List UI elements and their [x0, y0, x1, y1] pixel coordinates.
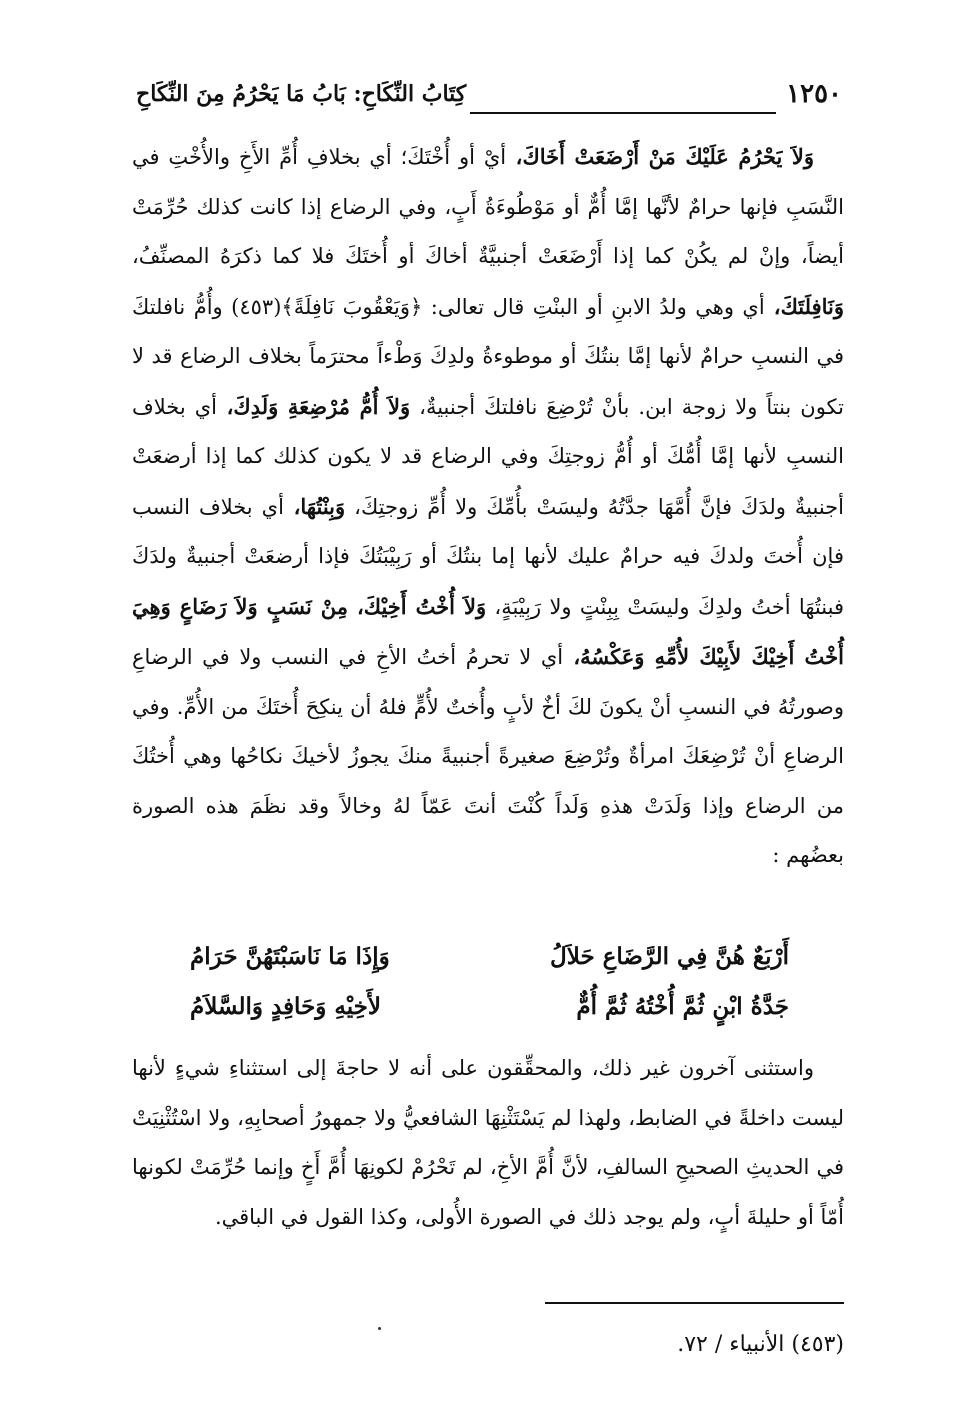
poem-hemistich-right: جَدَّةُ ابْنٍ ثُمَّ أُخْتُهُ ثُمَّ أُمٌّ	[576, 993, 789, 1020]
poem-hemistich-left: وَإِذَا مَا نَاسَبْتَهُنَّ حَرَامُ	[190, 943, 390, 970]
matn-text: وَلاَ أُخْتُ أَخِيْكَ، مِنْ نَسَبٍ وَلاَ رَضَاعٍ وَهِيَ أُخْتُ أَخِيْكَ لأَبِيْكَ لأُمِّهِ وَعَكْسُهُ،	[132, 593, 844, 669]
matn-text: وَنَافِلَتَكَ،	[764, 293, 844, 319]
sharh-text: أي بخلاف النسب فإن أُختَ ولدكَ فيه حرامٌ عليك لأنها إما بنتُكَ أو رَبِيْبَتُكَ فإذا أرضعَتْ أجنبيةٌ ولدَكَ فبنتُهَا أختُ ولدِكَ وليسَتْ بِبِنْتٍ ولا رَبِيْبَةٍ،	[132, 494, 844, 619]
matn-text: وَلاَ يَحْرُمُ عَلَيْكَ مَنْ أَرْضَعَتْ أَخَاكَ،	[506, 144, 814, 169]
matn-text: وَبِنْتُهَا،	[283, 493, 346, 519]
footnote-rule	[545, 1302, 844, 1304]
main-text	[132, 132, 844, 881]
header-title: كِتَابُ النِّكَاحِ: بَابُ مَا يَحْرُمُ مِنَ النِّكَاحِ	[136, 81, 467, 107]
sharh-text: أي وهي ولدُ الابنِ أو البنْتِ قال تعالى: ﴿وَيَعْقُوبَ نَافِلَةً﴾(٤٥٣) وأُمُّ نافلتكَ في النسبِ حرامٌ لأنها إمَّا بنتُكَ أو موطوءةُ ولدِكَ وَطْءاً محترَماً بخلاف الرضاع قد لا تكون بنتاً ولا زوجة ابن. بأنْ تُرْضِعَ نافلتكَ أجنبيةٌ،	[132, 294, 844, 419]
sharh-text: أيْ أو أُخْتَكَ؛ أي بخلافِ أُمِّ الأَخِ والأُخْتِ في النَّسَبِ فإنها حرامٌ لأنَّها إمَّا أُمٌّ أو مَوْطُوءَةُ أَبٍ، وفي الرضاع إذا كانت كذلك حُرِّمَتْ أيضاً، وإنْ لم يكُنْ كما إذا أَرْضَعَتْ أجنبيَّةٌ أخاكَ أو أُختَكَ فلا كما ذكرَهُ المصنِّفُ،	[132, 145, 844, 268]
running-header	[136, 70, 842, 114]
poem-hemistich-right: أَرْبَعٌ هُنَّ فِي الرَّضَاعِ حَلاَلُ	[550, 943, 789, 970]
speck	[378, 1327, 381, 1330]
page-number: ١٢٥٠	[786, 79, 842, 109]
poem-verse	[190, 932, 789, 982]
closing-paragraph: واستثنى آخرون غير ذلك، والمحقِّقون على أنه لا حاجةَ إلى استثناءِ شيءٍ لأنها ليست داخلةً في الضابط، ولهذا لم يَسْتَثْنِهَا الشافعيُّ ولا جمهورُ أصحابِهِ، ولا اسْتُثْنِيَتْ في الحديثِ الصحيحِ السالفِ، لأنَّ أُمَّ الأخِ، لم تَحْرُمْ لكونِهَا أُمَّ أَخٍ وإنما حُرِّمَتْ لكونها أُمّاً أو حليلةَ أبٍ، ولم يوجد ذلك في الصورة الأُولى، وكذا القول في الباقي.	[132, 1056, 844, 1229]
header-rule	[470, 80, 776, 114]
poem	[190, 932, 789, 1032]
closing-text	[132, 1044, 844, 1242]
sharh-text: أي لا تحرمُ أختُ الأخِ في النسب ولا في الرضاعِ وصورتُهُ في النسبِ أنْ يكونَ لكَ أخٌ لأبٍ وأُختٌ لأُمٍّ فلهُ أن ينكِحَ أُختَكَ من الأُمِّ. وفي الرضاعِ أنْ تُرْضِعَكَ امرأةٌ وتُرْضِعَ صغيرةً أجنبيةً منكَ يجوزُ لأخيكَ نكاحُها وهي أُختُكَ من الرضاع وإذا وَلَدَتْ هذهِ وَلَداً كُنْتَ أنتَ عَمّاً لهُ وخالاً وقد نظَمَ هذه الصورة بعضُهم :	[132, 645, 844, 867]
sharh-text: أي بخلاف النسبِ لأنها إمَّا أُمُّكَ أو أُمُّ زوجتِكَ وفي الرضاع قد لا يكون كذلك كما إذا أرضعَتْ أجنبيةٌ ولدَكَ فإنَّ أُمَّهَا جدَّتُهُ وليسَتْ بأُمِّكَ ولا أُمِّ زوجتِكَ،	[132, 394, 845, 519]
paragraph	[132, 132, 844, 881]
matn-text: وَلاَ أُمُّ مُرْضِعَةِ وَلَدِكَ،	[216, 393, 411, 419]
poem-hemistich-left: لأَخِيْهِ وَحَافِدٍ وَالسَّلاَمُ	[190, 993, 382, 1020]
poem-verse	[190, 982, 789, 1032]
footnote: (٤٥٣) الأنبياء / ٧٢.	[677, 1332, 844, 1357]
